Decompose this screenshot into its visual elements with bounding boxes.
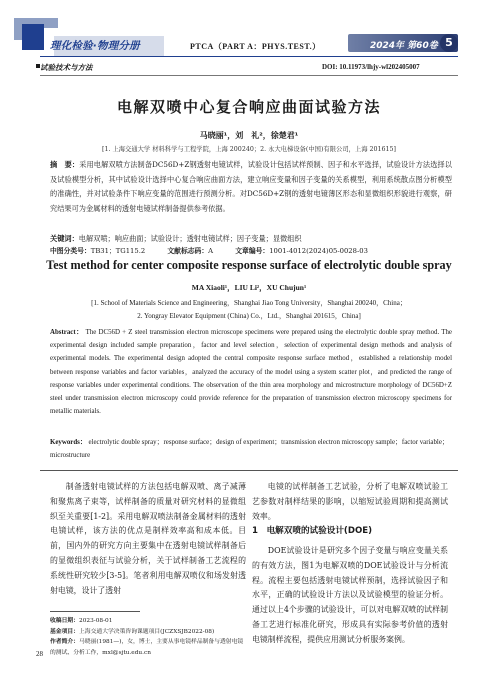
header-subrule — [40, 75, 458, 76]
author-label: 作者简介： — [50, 639, 79, 645]
abstract-text-en: The DC56D + Z steel transmission electron microscope specimens were prepared using the electrolytic double spray method. The experimental design included sample preparation，factor and level selection，selection of experimental design methods and analysis of experimental models. The experimental design adopted the central composite response surface method，established a relationship model between response variables and factor variables，analyzed the accuracy of the model using a system scatter plot，and predicted the range of response variables under experimental conditions. The observation of the thin area morphology and microstructure morphology of DC56D+Z steel under transmission electron microscopy could provide reference for the preparation of transmission electron microscopy specimens for metallic materials. — [50, 329, 452, 416]
doccode-value: A — [208, 247, 214, 255]
authors-en: MA Xiaoli¹，LIU Li²，XU Chujun¹ — [191, 283, 307, 292]
page-number: 28 — [36, 650, 43, 658]
doi-label: DOI: 10.11973/lhjy-wl202405007 — [322, 63, 420, 71]
article-value: 1001-4012(2024)05-0028-03 — [269, 247, 368, 255]
body-right-paragraph: 电镜的试样制备工艺试验，分析了电解双喷试验工艺参数对制样结果的影响，以缩短试验周期和提高测试效率。 — [252, 482, 448, 521]
abstract-label-en: Abstract： — [50, 329, 84, 336]
authors-cn: 马晓丽¹，刘 礼²，徐楚君¹ — [199, 131, 299, 140]
keywords-label-en: Keywords： — [50, 439, 87, 446]
affiliation-en-2: 2. Yongray Elevator Equipment (China) Co.，Ltd.，Shanghai 201615，China] — [137, 312, 361, 320]
classification-row — [50, 245, 452, 255]
journal-name-en: PTCA（PART A：PHYS.TEST.） — [190, 42, 321, 51]
footnote-fund — [50, 627, 246, 638]
keywords-label-cn: 关键词： — [50, 234, 79, 243]
abstract-en — [50, 326, 452, 418]
paper-title-en: Test method for center composite response surface of electrolytic double spray — [46, 258, 452, 272]
keywords-text-en: electrolytic double spray；response surface；design of experiment；transmission electron microscopy sample；factor variable；microstructure — [50, 439, 449, 460]
section-tag: 试验技术与方法 — [40, 63, 93, 72]
article-group — [235, 247, 368, 255]
doccode-group — [167, 247, 213, 255]
fund-label: 基金项目： — [50, 628, 79, 635]
footnote-author — [50, 637, 246, 658]
keywords-text-cn: 电解双喷；响应曲面；试验设计；透射电镜试样；因子变量；显微组织 — [78, 234, 302, 243]
affiliation-cn: [1. 上海交通大学 材料科学与工程学院，上海 200240；2. 永大电梯设备(中国)有限公司，上海 201615] — [101, 146, 397, 153]
body-left-paragraph: 制备透射电镜试样的方法包括电解双喷、离子减薄和聚焦离子束等，试样制备的质量对研究材料的显微组织至关重要[1-2]。采用电解双喷法制备金属材料的透射电镜试样，该方法的优点是制样效率高和成本低。目前，国内外的研究方向主要集中在透射电镜试样制备后的显微组织表征与试验分析，关于试样制备工艺流程的系统性研究较少[3-5]。笔者利用电解双喷仪和场发射透射电镜，设计了透射 — [50, 482, 246, 595]
abstract-label-cn: 摘 要： — [50, 160, 80, 169]
issue-badge: 5 — [440, 34, 458, 52]
clc-group — [50, 247, 145, 255]
keywords-cn — [50, 232, 452, 245]
body-right-paragraph-2: DOE试验设计是研究多个因子变量与响应变量关系的有效方法，图1为电解双喷的DOE试验设计与分析流程。流程主要包括透射电镜试样预制，选择试验因子和水平，正确的试验设计方法以及试验模型的验证分析。通过以上4个步骤的试验设计，可以对电解双喷的试样制备工艺进行标准化研究，形成具有实际参考价值的透射电镜制样流程，提供应用测试分析服务案例。 — [252, 546, 448, 644]
author-value: 马晓丽(1981—)，女，博士，主要从事电镜样品制备与透射电镜的测试、分析工作，mxl@sjtu.edu.cn — [50, 639, 244, 656]
doccode-label: 文献标志码： — [167, 247, 209, 255]
keywords-en — [50, 436, 452, 462]
received-value: 2023-08-01 — [79, 618, 113, 624]
article-label: 文章编号： — [235, 247, 270, 255]
paper-title-cn: 电解双喷中心复合响应曲面试验方法 — [116, 98, 381, 116]
footnote-received — [50, 616, 246, 627]
abstract-text-cn: 采用电解双喷方法制备DC56D+Z钢透射电镜试样，试验设计包括试样预制、因子和水平选择，试验设计方法选择以及试验模型分析，其中试验设计选择中心复合响应曲面方法，建立响应变量和因子变量的关系模型，利用系统散点图分析模型的准确性，并对试验条件下响应变量的范围进行预测分析。对DC56D+Z钢的透射电镜薄区形态和显微组织形貌进行观察，研究结果可为金属材料的透射电镜试样制备提供参考依据。 — [50, 160, 452, 213]
received-label: 收稿日期： — [50, 618, 79, 624]
journal-name-cn: 理化检验·物理分册 — [50, 40, 140, 52]
front-matter-divider — [40, 470, 458, 471]
abstract-cn — [50, 158, 452, 216]
affiliation-en-1: [1. School of Materials Science and Engineering，Shanghai Jiao Tong University，Shanghai 200240，China； — [91, 299, 407, 307]
volume-label: 2024年 第60卷 — [370, 41, 438, 51]
header-rule — [40, 56, 458, 57]
footnote-rule — [50, 611, 140, 612]
fund-value: 上海交通大学决策咨询课题项目(JCZXSJB2022-08) — [79, 628, 215, 635]
clc-value: TB31；TG115.2 — [90, 247, 146, 255]
footnotes — [50, 616, 246, 658]
section-heading-1: 1 电解双喷的试验设计(DOE) — [252, 526, 373, 536]
clc-label: 中图分类号： — [50, 247, 91, 255]
